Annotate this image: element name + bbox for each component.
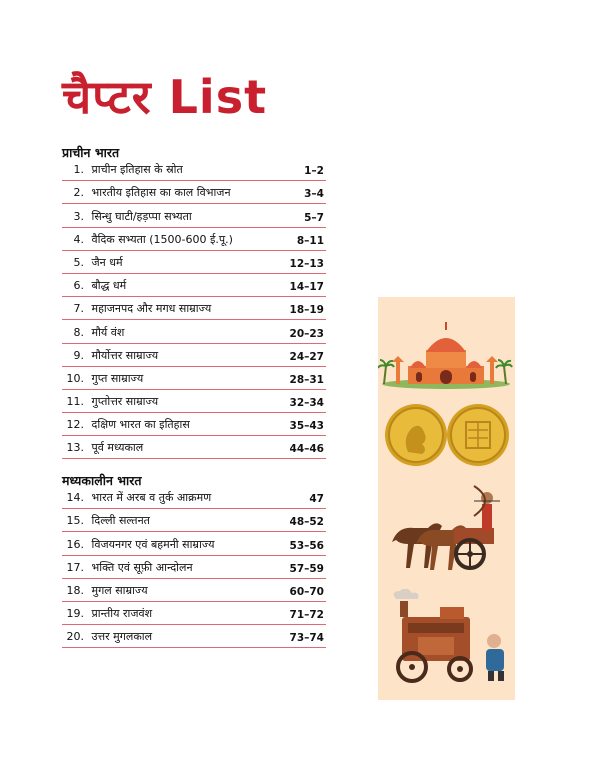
toc-entry-pages: 44–46: [289, 443, 324, 456]
toc-entry-number: 10.: [66, 371, 84, 385]
toc-entry-number: 11.: [66, 395, 84, 409]
toc-entry-pages: 5–7: [304, 211, 324, 224]
toc-row: [62, 625, 326, 648]
toc-entry-number: 13.: [66, 441, 84, 455]
toc-entry-label: [64, 417, 190, 432]
toc-entry-number: 6.: [73, 279, 84, 293]
toc-entry-title: प्राचीन इतिहास के स्रोत: [91, 163, 183, 177]
toc-entry-number: 20.: [66, 630, 84, 644]
toc-entry-label: [64, 325, 124, 340]
toc-entry-title: बौद्ध धर्म: [91, 279, 127, 293]
toc-entry-pages: 8–11: [296, 234, 324, 247]
toc-row: [62, 556, 326, 579]
toc-entry-number: 1.: [73, 163, 84, 177]
toc-row: [62, 228, 326, 251]
toc-entry-label: [64, 162, 183, 177]
toc-entry-label: [64, 629, 152, 644]
toc-entry-label: [64, 348, 158, 363]
toc-row: [62, 344, 326, 367]
toc-entry-title: पूर्व मध्यकाल: [91, 441, 144, 455]
steam-vehicle-illustration: [378, 589, 515, 689]
toc-entry-title: दिल्ली सल्तनत: [91, 514, 150, 528]
toc-entry-number: 4.: [73, 232, 84, 246]
toc-entry-label: [64, 560, 193, 575]
toc-entry-title: प्रान्तीय राजवंश: [91, 607, 153, 621]
toc-row: [62, 204, 326, 227]
toc-entry-number: 12.: [66, 418, 84, 432]
illustration-panel: [378, 297, 515, 700]
toc-entry-number: 14.: [66, 491, 84, 505]
toc-entry-label: [64, 606, 152, 621]
toc-entry-title: वैदिक सभ्यता (1500-600 ई.पू.): [91, 232, 233, 246]
toc-entry-pages: 60–70: [289, 585, 324, 598]
toc-entry-label: [64, 490, 211, 505]
toc-entry-title: महाजनपद और मगध साम्राज्य: [91, 302, 212, 316]
toc-entry-label: [64, 440, 143, 455]
toc-entry-title: गुप्तोत्तर साम्राज्य: [91, 395, 159, 409]
toc-entry-number: 17.: [66, 560, 84, 574]
toc-entry-number: 2.: [73, 186, 84, 200]
toc-entry-pages: 14–17: [289, 281, 324, 294]
toc-entry-pages: 1–2: [304, 165, 324, 178]
toc-row: [62, 367, 326, 390]
page-title: चैप्टर List: [62, 70, 268, 124]
toc-row: [62, 297, 326, 320]
toc-entry-title: दक्षिण भारत का इतिहास: [91, 418, 190, 432]
toc-entry-label: [64, 232, 233, 247]
toc-entry-pages: 53–56: [289, 539, 324, 552]
toc-entry-number: 16.: [66, 537, 84, 551]
toc-entry-number: 7.: [73, 302, 84, 316]
toc-entry-label: [64, 371, 143, 386]
toc-entry-pages: 47: [309, 493, 324, 506]
section-title-medieval: मध्यकालीन भारत: [62, 473, 142, 488]
toc-entry-pages: 3–4: [304, 188, 324, 201]
toc-row: [62, 274, 326, 297]
toc-entry-label: [64, 278, 126, 293]
toc-entry-title: गुप्त साम्राज्य: [91, 371, 144, 385]
toc-entry-label: [64, 583, 148, 598]
toc-entry-title: सिन्धु घाटी/हड़प्पा सभ्यता: [91, 209, 192, 223]
toc-entry-title: विजयनगर एवं बहमनी साम्राज्य: [91, 537, 215, 551]
toc-row: [62, 158, 326, 181]
toc-entry-pages: 32–34: [289, 397, 324, 410]
toc-entry-number: 18.: [66, 583, 84, 597]
toc-entry-pages: 18–19: [289, 304, 324, 317]
toc-entry-label: [64, 255, 123, 270]
toc-entry-number: 19.: [66, 607, 84, 621]
toc-entry-number: 9.: [73, 348, 84, 362]
toc-entry-number: 3.: [73, 209, 84, 223]
toc-row: [62, 436, 326, 459]
toc-entry-label: [64, 537, 215, 552]
section-title-ancient: प्राचीन भारत: [62, 145, 120, 160]
toc-entry-title: उत्तर मुगलकाल: [91, 630, 153, 644]
toc-entry-title: भक्ति एवं सूफ़ी आन्दोलन: [91, 560, 193, 574]
toc-entry-number: 15.: [66, 514, 84, 528]
toc-entry-label: [64, 394, 158, 409]
toc-row: [62, 413, 326, 436]
toc-entry-pages: 28–31: [289, 373, 324, 386]
toc-row: [62, 390, 326, 413]
toc-row: [62, 486, 326, 509]
toc-entry-label: [64, 209, 192, 224]
toc-row: [62, 532, 326, 555]
toc-row: [62, 181, 326, 204]
toc-entry-title: मौर्योत्तर साम्राज्य: [91, 348, 159, 362]
toc-row: [62, 602, 326, 625]
chariot-archer-illustration: [378, 482, 515, 577]
toc-entry-label: [64, 185, 231, 200]
toc-entry-pages: 71–72: [289, 609, 324, 622]
toc-entry-title: मौर्य वंश: [91, 325, 125, 339]
toc-row: [62, 509, 326, 532]
toc-row: [62, 251, 326, 274]
toc-entry-number: 5.: [73, 255, 84, 269]
toc-entry-title: भारत में अरब व तुर्क आक्रमण: [91, 491, 212, 505]
toc-entry-label: [64, 301, 211, 316]
toc-entry-pages: 24–27: [289, 350, 324, 363]
toc-entry-number: 8.: [73, 325, 84, 339]
toc-list-ancient: [62, 158, 326, 459]
toc-entry-title: भारतीय इतिहास का काल विभाजन: [91, 186, 231, 200]
toc-entry-pages: 12–13: [289, 257, 324, 270]
toc-entry-pages: 73–74: [289, 632, 324, 645]
toc-row: [62, 579, 326, 602]
toc-entry-pages: 20–23: [289, 327, 324, 340]
mosque-illustration: [378, 322, 515, 390]
toc-row: [62, 320, 326, 343]
toc-entry-pages: 35–43: [289, 420, 324, 433]
toc-list-medieval: [62, 486, 326, 648]
toc-entry-label: [64, 513, 150, 528]
toc-entry-title: मुगल साम्राज्य: [91, 583, 148, 597]
gold-coins-illustration: [378, 400, 515, 470]
toc-entry-pages: 48–52: [289, 516, 324, 529]
toc-entry-title: जैन धर्म: [91, 255, 123, 269]
toc-entry-pages: 57–59: [289, 562, 324, 575]
